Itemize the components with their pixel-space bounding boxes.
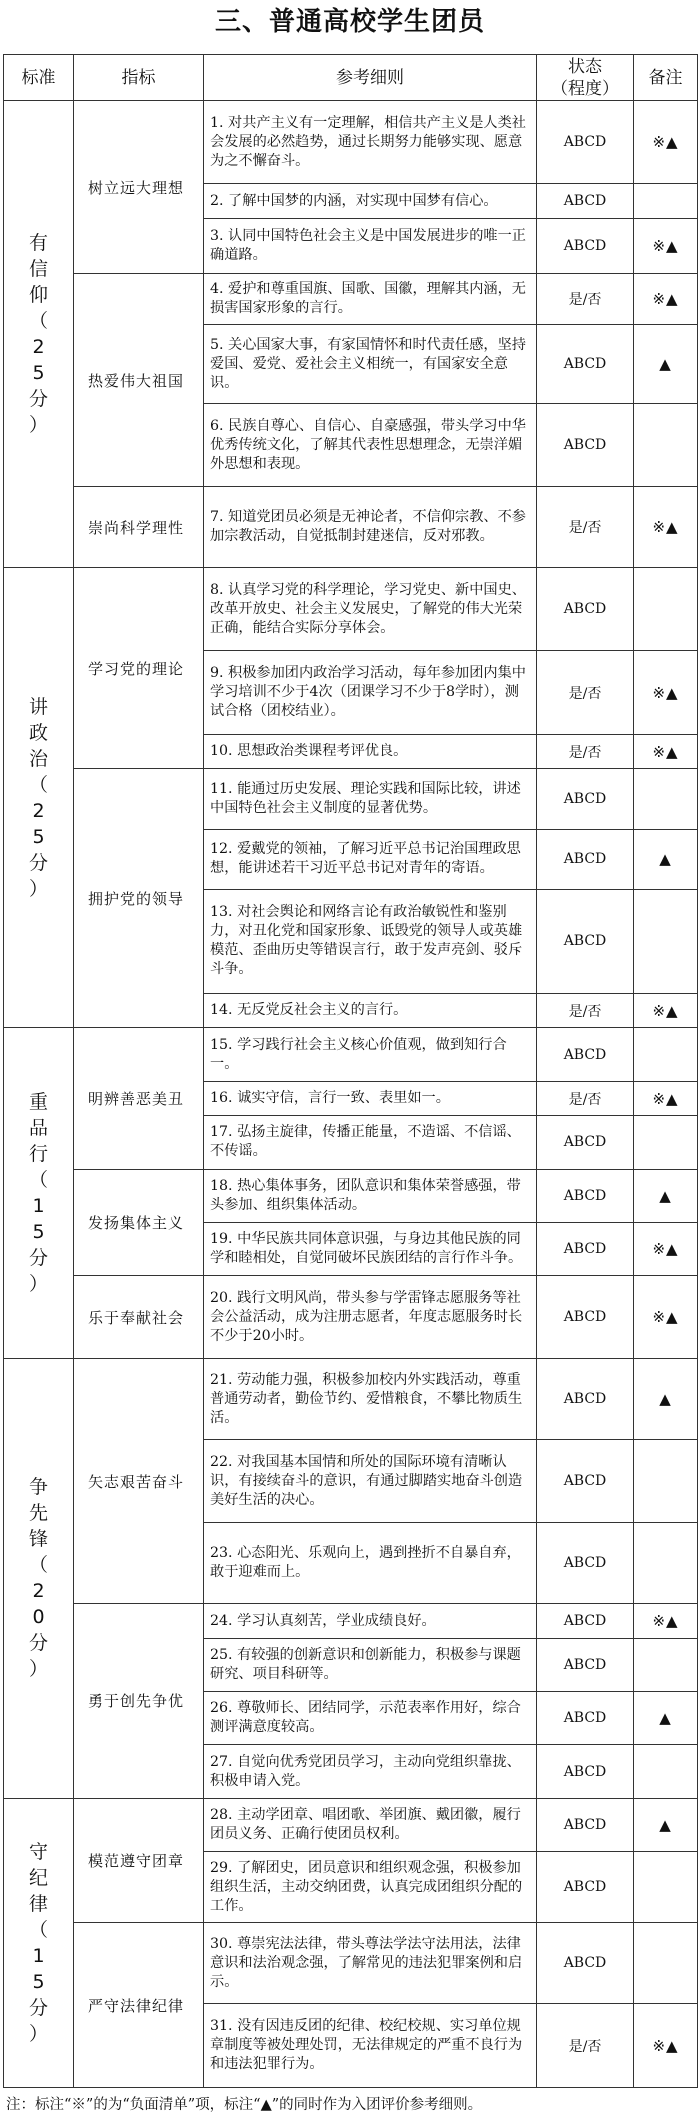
note-cell <box>634 1745 698 1798</box>
header-detail: 参考细则 <box>204 55 537 101</box>
detail-cell: 23. 心态阳光、乐观向上，遇到挫折不自暴自弃，敢于迎难而上。 <box>204 1523 537 1604</box>
header-standard: 标准 <box>4 55 74 101</box>
status-cell: 是/否 <box>537 274 634 325</box>
status-cell: ABCD <box>537 1851 634 1923</box>
standard-label <box>28 694 50 902</box>
standard-char: 有 <box>28 232 48 255</box>
detail-cell: 7. 知道党团员必须是无神论者，不信仰宗教、不参加宗教活动，自觉抵制封建迷信，反对邪教。 <box>204 487 537 568</box>
indicator-cell: 发扬集体主义 <box>74 1169 204 1275</box>
header-note: 备注 <box>634 55 698 101</box>
detail-cell: 30. 尊崇宪法法律，带头尊法学法守法用法，法律意识和法治观念强，了解常见的违法犯罪案例和启示。 <box>204 1923 537 2004</box>
note-cell <box>634 1923 698 2004</box>
detail-cell: 10. 思想政治类课程考评优良。 <box>204 734 537 769</box>
indicator-cell: 热爱伟大祖国 <box>74 274 204 487</box>
detail-cell: 29. 了解团史，团员意识和组织观念强，积极参加组织生活，主动交纳团费，认真完成团组织分配的工作。 <box>204 1851 537 1923</box>
status-cell: ABCD <box>537 889 634 993</box>
standard-char: 25 <box>32 336 45 385</box>
table-row <box>4 1359 698 1440</box>
standard-char: 仰 <box>28 284 48 307</box>
detail-cell: 4. 爱护和尊重国旗、国歌、国徽，理解其内涵，无损害国家形象的言行。 <box>204 274 537 325</box>
detail-cell: 25. 有较强的创新意识和创新能力，积极参与课题研究、项目科研等。 <box>204 1639 537 1692</box>
detail-cell: 14. 无反党反社会主义的言行。 <box>204 993 537 1028</box>
standard-label <box>28 1474 50 1682</box>
header-indicator: 指标 <box>74 55 204 101</box>
standard-char: （ <box>28 773 48 796</box>
standard-char: ） <box>28 1273 48 1296</box>
note-cell: ※▲ <box>634 1081 698 1116</box>
status-cell: ABCD <box>537 1440 634 1523</box>
standard-char: 纪 <box>28 1866 48 1889</box>
header-status <box>537 55 634 101</box>
standard-char: 争 <box>28 1476 48 1499</box>
detail-cell: 19. 中华民族共同体意识强，与身边其他民族的同学和睦相处，自觉同破坏民族团结的言行作斗争。 <box>204 1222 537 1275</box>
standard-char: 分 <box>28 1247 48 1270</box>
detail-cell: 6. 民族自尊心、自信心、自豪感强，带头学习中华优秀传统文化，了解其代表性思想理念，无崇洋媚外思想和表现。 <box>204 403 537 486</box>
note-cell: ▲ <box>634 1169 698 1222</box>
standard-cell <box>4 101 74 568</box>
note-cell <box>634 403 698 486</box>
status-cell: ABCD <box>537 1523 634 1604</box>
detail-cell: 8. 认真学习党的科学理论，学习党史、新中国史、改革开放史、社会主义发展史，了解党的伟大光荣正确，能结合实际分享体会。 <box>204 568 537 651</box>
standard-cell <box>4 1798 74 2087</box>
status-cell: ABCD <box>537 1359 634 1440</box>
status-cell: ABCD <box>537 403 634 486</box>
table-row <box>4 1604 698 1639</box>
note-cell: ※▲ <box>634 1222 698 1275</box>
note-cell: ※▲ <box>634 734 698 769</box>
detail-cell: 22. 对我国基本国情和所处的国际环境有清晰认识，有接续奋斗的意识，有通过脚踏实地奋斗创造美好生活的决心。 <box>204 1440 537 1523</box>
note-cell <box>634 1851 698 1923</box>
status-cell: ABCD <box>537 1745 634 1798</box>
note-cell <box>634 889 698 993</box>
detail-cell: 31. 没有因违反团的纪律、校纪校规、实习单位规章制度等被处理处罚，无法律规定的严重不良行为和违法犯罪行为。 <box>204 2004 537 2088</box>
status-cell: ABCD <box>537 1275 634 1358</box>
note-cell: ※▲ <box>634 993 698 1028</box>
table-row <box>4 769 698 829</box>
status-cell: ABCD <box>537 568 634 651</box>
note-cell <box>634 1116 698 1169</box>
standard-char: ） <box>28 414 48 437</box>
standard-char: 20 <box>32 1580 45 1629</box>
header-row <box>4 55 698 101</box>
detail-cell: 1. 对共产主义有一定理解，相信共产主义是人类社会发展的必然趋势，通过长期努力能够实现、愿意为之不懈奋斗。 <box>204 101 537 184</box>
table-row <box>4 1798 698 1851</box>
standard-char: （ <box>28 1918 48 1941</box>
table-row <box>4 1923 698 2004</box>
table-row <box>4 1028 698 1081</box>
indicator-cell: 模范遵守团章 <box>74 1798 204 1923</box>
detail-cell: 13. 对社会舆论和网络言论有政治敏锐性和鉴别力，对丑化党和国家形象、诋毁党的领导人或英雄模范、歪曲历史等错误言行，敢于发声亮剑、驳斥斗争。 <box>204 889 537 993</box>
indicator-cell: 学习党的理论 <box>74 568 204 769</box>
indicator-cell: 拥护党的领导 <box>74 769 204 1028</box>
note-cell <box>634 1639 698 1692</box>
note-cell: ※▲ <box>634 218 698 274</box>
detail-cell: 11. 能通过历史发展、理论实践和国际比较，讲述中国特色社会主义制度的显著优势。 <box>204 769 537 829</box>
status-cell: 是/否 <box>537 1081 634 1116</box>
header-status-line1: 状态 <box>568 56 602 77</box>
detail-cell: 27. 自觉向优秀党团员学习，主动向党组织靠拢、积极申请入党。 <box>204 1745 537 1798</box>
note-cell: ▲ <box>634 829 698 889</box>
detail-cell: 15. 学习践行社会主义核心价值观，做到知行合一。 <box>204 1028 537 1081</box>
note-cell <box>634 1028 698 1081</box>
note-cell: ※▲ <box>634 274 698 325</box>
detail-cell: 18. 热心集体事务，团队意识和集体荣誉感强，带头参加、组织集体活动。 <box>204 1169 537 1222</box>
table-row <box>4 1275 698 1358</box>
note-cell <box>634 568 698 651</box>
standard-char: 重 <box>28 1091 48 1114</box>
standard-label <box>28 1089 50 1297</box>
status-cell: ABCD <box>537 184 634 219</box>
status-cell: ABCD <box>537 1169 634 1222</box>
status-cell: ABCD <box>537 325 634 404</box>
status-cell: ABCD <box>537 1923 634 2004</box>
standard-char: 15 <box>32 1944 45 1993</box>
status-cell: ABCD <box>537 101 634 184</box>
note-cell: ▲ <box>634 1798 698 1851</box>
detail-cell: 2. 了解中国梦的内涵，对实现中国梦有信心。 <box>204 184 537 219</box>
detail-cell: 3. 认同中国特色社会主义是中国发展进步的唯一正确道路。 <box>204 218 537 274</box>
standard-label <box>28 230 50 438</box>
note-cell: ▲ <box>634 1359 698 1440</box>
note-cell: ※▲ <box>634 1275 698 1358</box>
note-cell <box>634 184 698 219</box>
status-cell: 是/否 <box>537 487 634 568</box>
standard-char: 25 <box>32 799 45 848</box>
footnote: 注：标注“※”的为“负面清单”项，标注“▲”的同时作为入团评价参考细则。 <box>6 2097 483 2113</box>
note-cell: ※▲ <box>634 2004 698 2088</box>
standard-char: 先 <box>28 1502 48 1525</box>
table-body <box>4 101 698 2088</box>
status-cell: ABCD <box>537 1692 634 1745</box>
standard-char: 讲 <box>28 695 48 718</box>
standard-char: ） <box>28 2022 48 2045</box>
status-cell: 是/否 <box>537 651 634 734</box>
note-cell: ▲ <box>634 1692 698 1745</box>
status-cell: ABCD <box>537 218 634 274</box>
detail-cell: 12. 爱戴党的领袖，了解习近平总书记治国理政思想，能讲述若干习近平总书记对青年的寄语。 <box>204 829 537 889</box>
indicator-cell: 矢志艰苦奋斗 <box>74 1359 204 1604</box>
detail-cell: 21. 劳动能力强，积极参加校内外实践活动，尊重普通劳动者，勤俭节约、爱惜粮食，不攀比物质生活。 <box>204 1359 537 1440</box>
detail-cell: 28. 主动学团章、唱团歌、举团旗、戴团徽，履行团员义务、正确行使团员权利。 <box>204 1798 537 1851</box>
status-cell: ABCD <box>537 1639 634 1692</box>
standard-char: 锋 <box>28 1528 48 1551</box>
detail-cell: 17. 弘扬主旋律，传播正能量，不造谣、不信谣、不传谣。 <box>204 1116 537 1169</box>
detail-cell: 5. 关心国家大事，有家国情怀和时代责任感，坚持爱国、爱党、爱社会主义相统一，有国家安全意识。 <box>204 325 537 404</box>
standard-label <box>28 1839 50 2047</box>
standard-cell <box>4 1028 74 1359</box>
detail-cell: 20. 践行文明风尚，带头参与学雷锋志愿服务等社会公益活动，成为注册志愿者，年度志愿服务时长不少于20小时。 <box>204 1275 537 1358</box>
note-cell: ▲ <box>634 325 698 404</box>
table-row <box>4 1169 698 1222</box>
indicator-cell: 树立远大理想 <box>74 101 204 274</box>
detail-cell: 24. 学习认真刻苦，学业成绩良好。 <box>204 1604 537 1639</box>
note-cell: ※▲ <box>634 487 698 568</box>
evaluation-table <box>3 54 698 2088</box>
note-cell <box>634 1440 698 1523</box>
status-cell: ABCD <box>537 1604 634 1639</box>
status-cell: ABCD <box>537 1116 634 1169</box>
standard-char: 政 <box>28 721 48 744</box>
header-status-line2: （程度） <box>551 78 619 99</box>
status-cell: 是/否 <box>537 734 634 769</box>
standard-char: 律 <box>28 1892 48 1915</box>
status-cell: ABCD <box>537 769 634 829</box>
status-cell: ABCD <box>537 829 634 889</box>
standard-char: ） <box>28 1658 48 1681</box>
standard-char: 治 <box>28 747 48 770</box>
standard-char: 分 <box>28 851 48 874</box>
standard-char: 分 <box>28 1996 48 2019</box>
table-row <box>4 487 698 568</box>
standard-char: 守 <box>28 1840 48 1863</box>
table-row <box>4 274 698 325</box>
note-cell: ※▲ <box>634 651 698 734</box>
note-cell: ※▲ <box>634 1604 698 1639</box>
standard-char: 分 <box>28 1632 48 1655</box>
status-cell: ABCD <box>537 1028 634 1081</box>
standard-char: ） <box>28 877 48 900</box>
standard-char: （ <box>28 1554 48 1577</box>
detail-cell: 26. 尊敬师长、团结同学，示范表率作用好，综合测评满意度较高。 <box>204 1692 537 1745</box>
indicator-cell: 崇尚科学理性 <box>74 487 204 568</box>
status-cell: ABCD <box>537 1798 634 1851</box>
table-row <box>4 101 698 184</box>
note-cell: ※▲ <box>634 101 698 184</box>
indicator-cell: 乐于奉献社会 <box>74 1275 204 1358</box>
standard-cell <box>4 1359 74 1798</box>
detail-cell: 9. 积极参加团内政治学习活动，每年参加团内集中学习培训不少于4次（团课学习不少于8学时），测试合格（团校结业）。 <box>204 651 537 734</box>
detail-cell: 16. 诚实守信，言行一致、表里如一。 <box>204 1081 537 1116</box>
status-cell: 是/否 <box>537 993 634 1028</box>
standard-char: 行 <box>28 1143 48 1166</box>
note-cell <box>634 769 698 829</box>
standard-char: 品 <box>28 1117 48 1140</box>
indicator-cell: 明辨善恶美丑 <box>74 1028 204 1169</box>
status-cell: 是/否 <box>537 2004 634 2088</box>
status-cell: ABCD <box>537 1222 634 1275</box>
note-cell <box>634 1523 698 1604</box>
indicator-cell: 严守法律纪律 <box>74 1923 204 2088</box>
standard-cell <box>4 568 74 1028</box>
standard-char: （ <box>28 1169 48 1192</box>
standard-char: 分 <box>28 388 48 411</box>
standard-char: （ <box>28 310 48 333</box>
table-row <box>4 568 698 651</box>
standard-char: 15 <box>32 1195 45 1244</box>
standard-char: 信 <box>28 258 48 281</box>
indicator-cell: 勇于创先争优 <box>74 1604 204 1798</box>
page-title: 三、普通高校学生团员 <box>214 7 485 37</box>
